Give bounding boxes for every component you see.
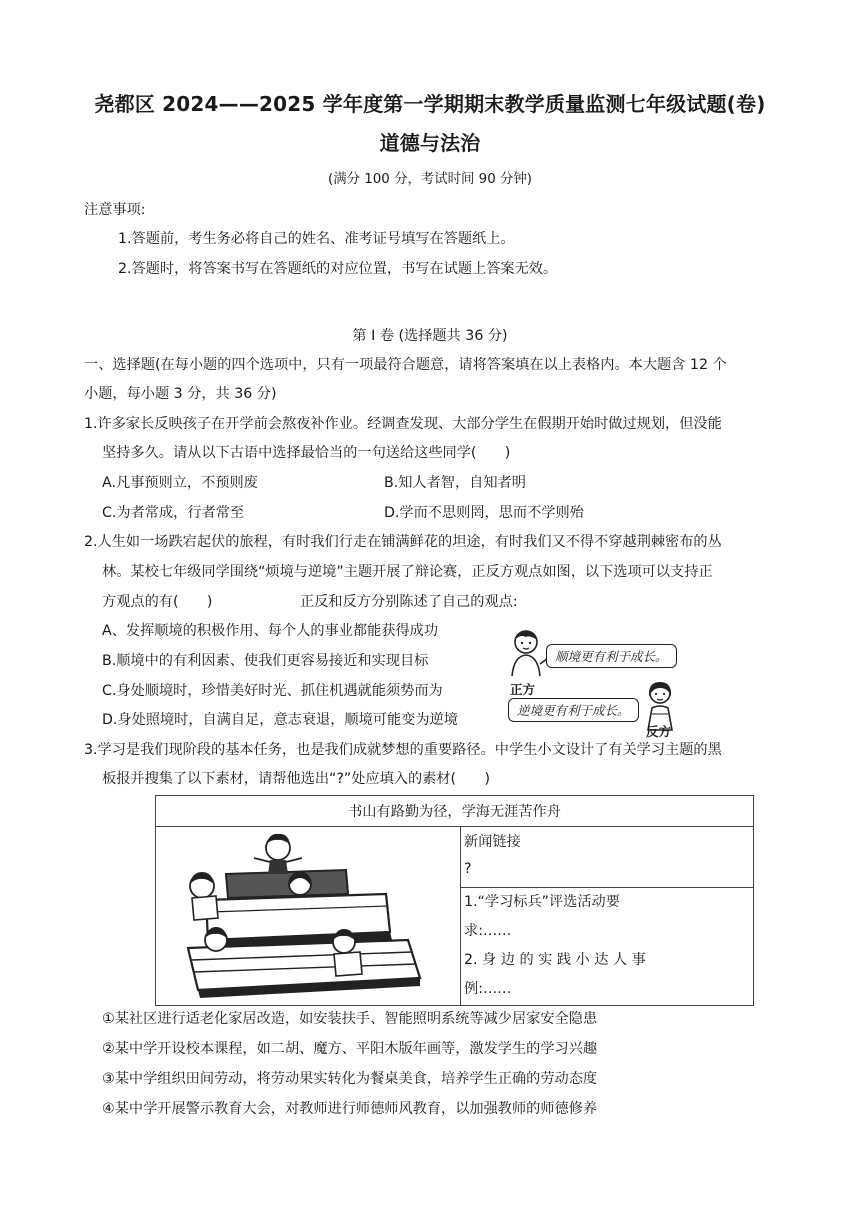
pro-speech-bubble: 顺境更有利于成长。 — [546, 644, 677, 668]
q2-option-a: A、发挥顺境的积极作用、每个人的事业都能获得成功 — [102, 623, 439, 639]
q2-option-c: C.身处顺境时，珍惜美好时光、抓住机遇就能须势而为 — [102, 683, 443, 699]
q2-stem-note: 正反和反方分别陈述了自己的观点: — [300, 594, 518, 610]
q1-option-d: D.学而不思则罔，思而不学则殆 — [384, 505, 584, 521]
q3-choice-1: ①某社区进行适老化家居改造，如安装扶手、智能照明系统等减少居家安全隐患 — [102, 1011, 598, 1027]
question-mark-cell: ? — [464, 861, 472, 877]
table-item-1-cont: 求:…… — [464, 923, 512, 939]
q3-choice-3: ③某中学组织田间劳动，将劳动果实转化为餐桌美食，培养学生正确的劳动态度 — [102, 1071, 598, 1087]
q1-option-b: B.知人者智，自知者明 — [384, 475, 526, 491]
q3-choice-2: ②某中学开设校本课程，如二胡、魔方、平阳木版年画等，激发学生的学习兴趣 — [102, 1041, 598, 1057]
note-item: 2.答题时，将答案书写在答题纸的对应位置，书写在试题上答案无效。 — [118, 261, 558, 277]
q2-stem: 方观点的有( ) — [102, 594, 213, 610]
q1-option-a: A.凡事预则立，不预则废 — [102, 475, 258, 491]
score-time-note: (满分 100 分，考试时间 90 分钟) — [328, 172, 532, 187]
q3-stem: 3.学习是我们现阶段的基本任务，也是我们成就梦想的重要路径。中学生小文设计了有关学习主题的黑 — [84, 742, 722, 758]
subject-title: 道德与法治 — [379, 131, 481, 155]
note-item: 1.答题前，考生务必将自己的姓名、准考证号填写在答题纸上。 — [118, 231, 515, 247]
part1-heading: 第 I 卷 (选择题共 36 分) — [352, 328, 508, 344]
q1-stem: 坚持多久。请从以下古语中选择最恰当的一句送给这些同学( ) — [102, 445, 511, 461]
study-illustration — [158, 828, 458, 1004]
con-speech-bubble: 逆境更有利于成长。 — [508, 698, 639, 722]
notes-heading: 注意事项: — [84, 202, 146, 218]
q1-stem: 1.许多家长反映孩子在开学前会熬夜补作业。经调查发现、大部分学生在假期开始时做过规划，但没能 — [84, 416, 722, 432]
debate-figure — [496, 624, 686, 740]
q2-stem: 2.人生如一场跌宕起伏的旅程，有时我们行走在铺满鲜花的坦途，有时我们又不得不穿越荆棘密布的丛 — [84, 534, 722, 550]
boy-figure — [504, 628, 548, 678]
pro-label: 正方 — [510, 682, 536, 697]
q2-option-d: D.身处照境时，自满自足，意志衰退，顺境可能变为逆境 — [102, 712, 458, 728]
news-link-label: 新闻链接 — [464, 834, 521, 850]
blackboard-table — [155, 795, 754, 1006]
q1-option-c: C.为者常成，行者常至 — [102, 505, 245, 521]
table-header: 书山有路勤为径，学海无涯苦作舟 — [348, 804, 561, 820]
q2-option-b: B.顺境中的有利因素、使我们更容易接近和实现目标 — [102, 653, 429, 669]
q2-stem: 林。某校七年级同学围绕“烦境与逆境”主题开展了辩论赛，正反方观点如图，以下选项可以支持正 — [102, 564, 713, 580]
table-item-2-cont: 例:…… — [464, 981, 512, 997]
section-instructions: 一、选择题(在每小题的四个选项中，只有一项最符合题意，请将答案填在以上表格内。本大题含 12 个 — [84, 357, 727, 373]
q3-choice-4: ④某中学开展警示教育大会，对教师进行师德师风教育，以加强教师的师德修养 — [102, 1101, 598, 1117]
section-instructions: 小题，每小题 3 分，共 36 分) — [84, 386, 277, 402]
exam-title: 尧都区 2024——2025 学年度第一学期期末教学质量监测七年级试题(卷) — [94, 92, 766, 116]
table-item-2: 2. 身 边 的 实 践 小 达 人 事 — [464, 952, 646, 968]
con-label: 反方 — [646, 724, 672, 739]
table-item-1: 1.“学习标兵”评选活动要 — [464, 894, 620, 910]
q3-stem: 板报并搜集了以下素材，请帮他选出“?”处应填入的素材( ) — [102, 771, 490, 787]
